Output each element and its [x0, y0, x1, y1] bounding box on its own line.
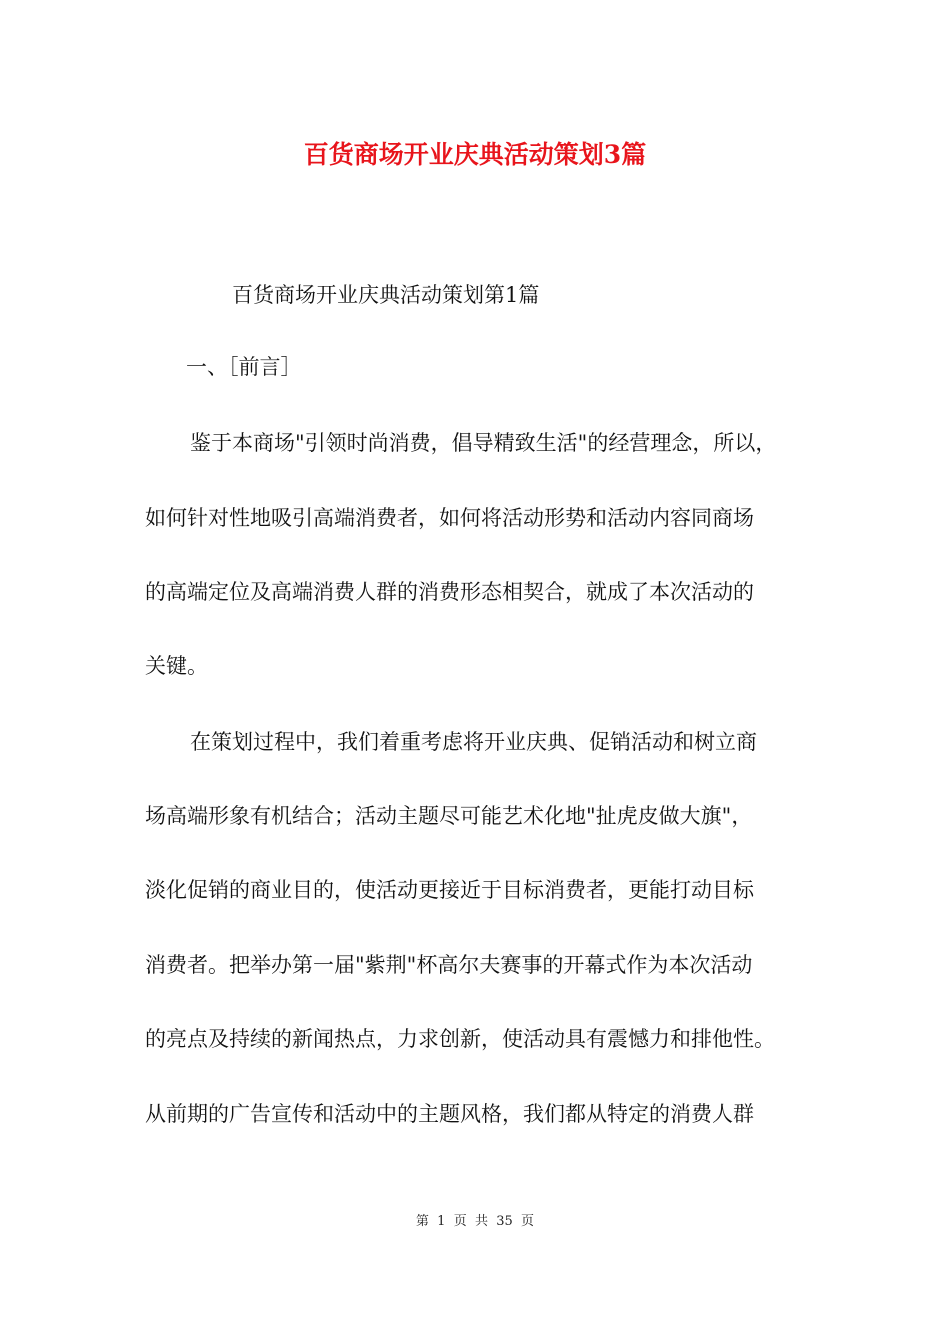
paragraph-line: 的高端定位及高端消费人群的消费形态相契合，就成了本次活动的 [145, 580, 754, 604]
section-subtitle: 百货商场开业庆典活动策划第1篇 [232, 283, 540, 307]
paragraph-line: 关键。 [145, 654, 208, 678]
section-heading: 一、［前言］ [186, 355, 302, 379]
paragraph-line: 从前期的广告宣传和活动中的主题风格，我们都从特定的消费人群 [145, 1102, 754, 1126]
paragraph-line: 的亮点及持续的新闻热点，力求创新，使活动具有震憾力和排他性。 [145, 1027, 775, 1051]
paragraph-line: 场高端形象有机结合；活动主题尽可能艺术化地"扯虎皮做大旗"， [145, 804, 753, 828]
document-title: 百货商场开业庆典活动策划3篇 [303, 140, 647, 169]
paragraph-line: 如何针对性地吸引高端消费者，如何将活动形势和活动内容同商场 [145, 506, 754, 530]
paragraph-line: 消费者。把举办第一届"紫荆"杯高尔夫赛事的开幕式作为本次活动 [145, 953, 753, 977]
page-footer: 第 1 页 共 35 页 [415, 1214, 535, 1229]
paragraph-line: 淡化促销的商业目的，使活动更接近于目标消费者，更能打动目标 [145, 878, 754, 902]
paragraph-line: 鉴于本商场"引领时尚消费，倡导精致生活"的经营理念，所以， [190, 431, 777, 455]
paragraph-line: 在策划过程中，我们着重考虑将开业庆典、促销活动和树立商 [190, 730, 757, 754]
